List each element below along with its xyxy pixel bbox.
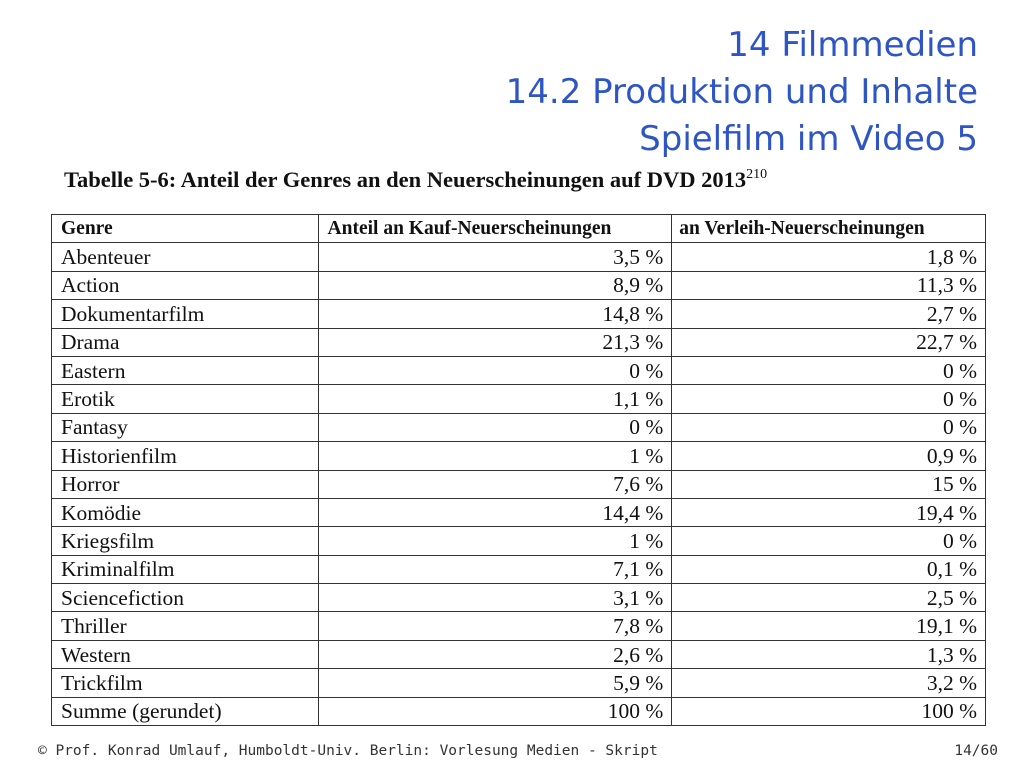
verleih-share-cell: 15 %: [672, 470, 986, 498]
verleih-share-cell: 2,5 %: [672, 584, 986, 612]
kauf-share-cell: 7,6 %: [318, 470, 672, 498]
slide-title-line-1: 14 Filmmedien: [727, 25, 978, 65]
table-row: [52, 413, 986, 441]
header-verleih-share: an Verleih-Neuerscheinungen: [672, 215, 986, 243]
table-row: [52, 498, 986, 526]
table-header-row: [52, 215, 986, 243]
table-row: [52, 555, 986, 583]
slide-title-line-2: 14.2 Produktion und Inhalte: [505, 72, 978, 112]
footer-credit: © Prof. Konrad Umlauf, Humboldt-Univ. Berlin: Vorlesung Medien - Skript: [38, 743, 658, 759]
kauf-share-cell: 7,1 %: [318, 555, 672, 583]
verleih-share-cell: 0,9 %: [672, 442, 986, 470]
table-caption-text: Tabelle 5-6: Anteil der Genres an den Neuerscheinungen auf DVD 2013: [64, 167, 747, 192]
genre-cell: Abenteuer: [52, 243, 319, 271]
kauf-share-cell: 8,9 %: [318, 271, 672, 299]
verleih-share-cell: 19,1 %: [672, 612, 986, 640]
kauf-share-cell: 14,4 %: [318, 498, 672, 526]
genre-cell: Komödie: [52, 498, 319, 526]
genre-cell: Sciencefiction: [52, 584, 319, 612]
table-row: [52, 300, 986, 328]
genre-cell: Drama: [52, 328, 319, 356]
genre-cell: Western: [52, 640, 319, 668]
table-total-row: [52, 697, 986, 725]
kauf-share-cell: 3,5 %: [318, 243, 672, 271]
genre-cell: Eastern: [52, 356, 319, 384]
genre-cell: Dokumentarfilm: [52, 300, 319, 328]
verleih-share-cell: 3,2 %: [672, 669, 986, 697]
genre-cell: Summe (gerundet): [52, 697, 319, 725]
kauf-share-cell: 1 %: [318, 527, 672, 555]
kauf-share-cell: 3,1 %: [318, 584, 672, 612]
genre-cell: Action: [52, 271, 319, 299]
verleih-share-cell: 0 %: [672, 356, 986, 384]
table-row: [52, 328, 986, 356]
genre-cell: Fantasy: [52, 413, 319, 441]
kauf-share-cell: 14,8 %: [318, 300, 672, 328]
verleih-share-cell: 1,8 %: [672, 243, 986, 271]
verleih-share-cell: 0 %: [672, 527, 986, 555]
verleih-share-cell: 0 %: [672, 413, 986, 441]
genre-cell: Thriller: [52, 612, 319, 640]
slide-title: [506, 22, 978, 163]
footnote-reference: 210: [746, 167, 768, 182]
table-row: [52, 271, 986, 299]
kauf-share-cell: 5,9 %: [318, 669, 672, 697]
kauf-share-cell: 1 %: [318, 442, 672, 470]
page-number: 14/60: [954, 743, 998, 759]
genre-cell: Horror: [52, 470, 319, 498]
kauf-share-cell: 7,8 %: [318, 612, 672, 640]
table-row: [52, 640, 986, 668]
verleih-share-cell: 11,3 %: [672, 271, 986, 299]
table-row: [52, 356, 986, 384]
table-row: [52, 243, 986, 271]
table-row: [52, 669, 986, 697]
kauf-share-cell: 0 %: [318, 356, 672, 384]
genre-cell: Kriminalfilm: [52, 555, 319, 583]
slide-title-line-3: Spielfilm im Video 5: [639, 119, 978, 159]
kauf-share-cell: 0 %: [318, 413, 672, 441]
table-caption: [64, 167, 767, 193]
genre-share-table: [51, 214, 986, 726]
table-row: [52, 385, 986, 413]
kauf-share-cell: 2,6 %: [318, 640, 672, 668]
kauf-share-cell: 1,1 %: [318, 385, 672, 413]
verleih-share-cell: 19,4 %: [672, 498, 986, 526]
verleih-share-cell: 0 %: [672, 385, 986, 413]
table-row: [52, 470, 986, 498]
verleih-share-cell: 100 %: [672, 697, 986, 725]
genre-cell: Erotik: [52, 385, 319, 413]
genre-cell: Trickfilm: [52, 669, 319, 697]
genre-cell: Historienfilm: [52, 442, 319, 470]
table-row: [52, 584, 986, 612]
genre-cell: Kriegsfilm: [52, 527, 319, 555]
header-genre: Genre: [52, 215, 319, 243]
verleih-share-cell: 2,7 %: [672, 300, 986, 328]
table-row: [52, 612, 986, 640]
table-row: [52, 442, 986, 470]
table-row: [52, 527, 986, 555]
header-kauf-share: Anteil an Kauf-Neuerscheinungen: [318, 215, 672, 243]
kauf-share-cell: 21,3 %: [318, 328, 672, 356]
verleih-share-cell: 0,1 %: [672, 555, 986, 583]
verleih-share-cell: 1,3 %: [672, 640, 986, 668]
verleih-share-cell: 22,7 %: [672, 328, 986, 356]
kauf-share-cell: 100 %: [318, 697, 672, 725]
